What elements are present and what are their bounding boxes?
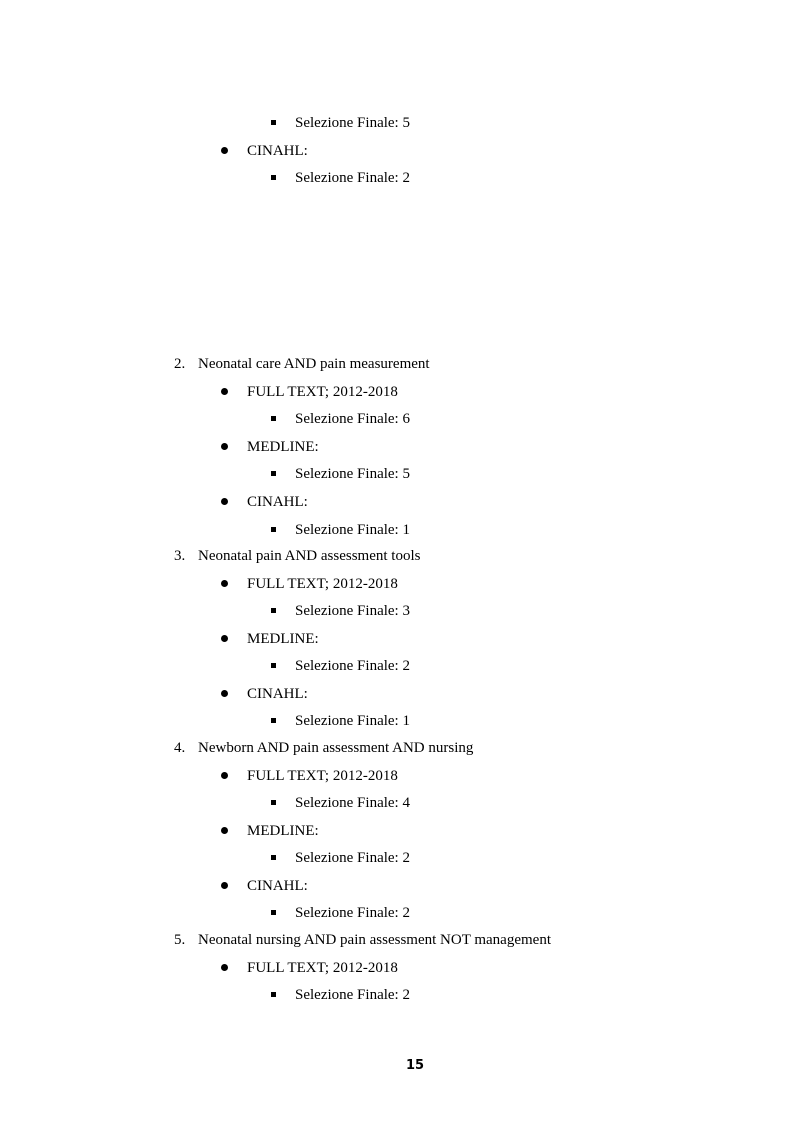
round-bullet-icon <box>221 580 228 587</box>
query-text: Neonatal care AND pain measurement <box>198 356 430 372</box>
source-text: MEDLINE: <box>247 439 319 455</box>
source-text: FULL TEXT; 2012-2018 <box>247 576 398 592</box>
square-bullet-icon <box>271 718 276 723</box>
result-text: Selezione Finale: 2 <box>295 850 410 866</box>
source-text: MEDLINE: <box>247 823 319 839</box>
result-text: Selezione Finale: 2 <box>295 658 410 674</box>
result-text: Selezione Finale: 2 <box>295 905 410 921</box>
result-text: Selezione Finale: 1 <box>295 713 410 729</box>
result-text: Selezione Finale: 2 <box>295 170 410 186</box>
round-bullet-icon <box>221 964 228 971</box>
page-number: 15 <box>405 1058 425 1073</box>
source-text: CINAHL: <box>247 494 308 510</box>
query-text: Neonatal nursing AND pain assessment NOT management <box>198 932 551 948</box>
result-text: Selezione Finale: 5 <box>295 466 410 482</box>
query-text: Newborn AND pain assessment AND nursing <box>198 740 474 756</box>
item-number: 4. <box>174 740 186 756</box>
source-text: CINAHL: <box>247 143 308 159</box>
round-bullet-icon <box>221 772 228 779</box>
result-text: Selezione Finale: 3 <box>295 603 410 619</box>
round-bullet-icon <box>221 388 228 395</box>
result-text: Selezione Finale: 5 <box>295 115 410 131</box>
square-bullet-icon <box>271 120 276 125</box>
square-bullet-icon <box>271 471 276 476</box>
source-text: CINAHL: <box>247 686 308 702</box>
round-bullet-icon <box>221 498 228 505</box>
source-text: FULL TEXT; 2012-2018 <box>247 768 398 784</box>
query-text: Neonatal pain AND assessment tools <box>198 548 421 564</box>
source-text: CINAHL: <box>247 878 308 894</box>
round-bullet-icon <box>221 827 228 834</box>
item-number: 5. <box>174 932 186 948</box>
source-text: MEDLINE: <box>247 631 319 647</box>
result-text: Selezione Finale: 2 <box>295 987 410 1003</box>
round-bullet-icon <box>221 882 228 889</box>
round-bullet-icon <box>221 635 228 642</box>
square-bullet-icon <box>271 910 276 915</box>
square-bullet-icon <box>271 663 276 668</box>
source-text: FULL TEXT; 2012-2018 <box>247 384 398 400</box>
round-bullet-icon <box>221 443 228 450</box>
round-bullet-icon <box>221 147 228 154</box>
result-text: Selezione Finale: 1 <box>295 522 410 538</box>
square-bullet-icon <box>271 175 276 180</box>
square-bullet-icon <box>271 992 276 997</box>
square-bullet-icon <box>271 855 276 860</box>
square-bullet-icon <box>271 527 276 532</box>
square-bullet-icon <box>271 416 276 421</box>
item-number: 2. <box>174 356 186 372</box>
source-text: FULL TEXT; 2012-2018 <box>247 960 398 976</box>
result-text: Selezione Finale: 4 <box>295 795 410 811</box>
round-bullet-icon <box>221 690 228 697</box>
square-bullet-icon <box>271 800 276 805</box>
square-bullet-icon <box>271 608 276 613</box>
result-text: Selezione Finale: 6 <box>295 411 410 427</box>
item-number: 3. <box>174 548 186 564</box>
